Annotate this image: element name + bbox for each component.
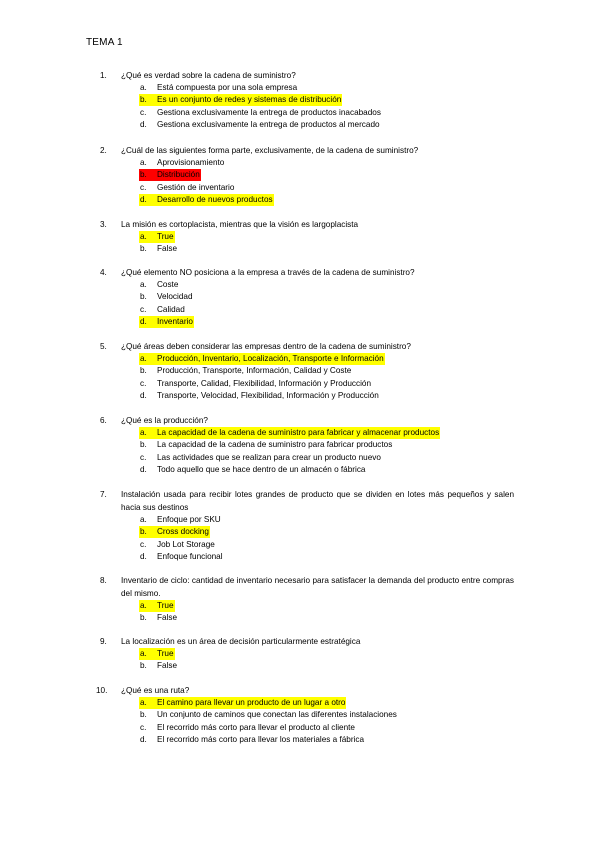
question-text: ¿Qué es verdad sobre la cadena de suministro? (121, 71, 296, 80)
question-stem (0, 70, 599, 82)
question-text: ¿Cuál de las siguientes forma parte, exclusivamente, de la cadena de suministro? (121, 146, 419, 155)
answer-option (0, 182, 599, 194)
option-letter: c. (140, 182, 147, 192)
question-stem (0, 415, 599, 427)
answer-option (0, 279, 599, 291)
option-text: Gestiona exclusivamente la entrega de productos inacabados (157, 107, 381, 117)
answer-option (0, 648, 599, 660)
option-list (0, 231, 599, 256)
option-letter: a. (140, 232, 147, 241)
option-list (0, 279, 599, 329)
question-text: ¿Qué elemento NO posiciona a la empresa a través de la cadena de suministro? (121, 268, 415, 277)
question-stem (0, 575, 599, 600)
option-letter: a. (140, 515, 147, 524)
option-text: Las actividades que se realizan para crear un producto nuevo (157, 452, 381, 462)
option-letter: a. (140, 428, 147, 437)
option-list (0, 697, 599, 747)
option-letter: d. (140, 195, 147, 205)
question-text: La misión es cortoplacista, mientras que la visión es largoplacista (121, 220, 359, 229)
answer-option (0, 539, 599, 551)
question-number: 4. (100, 268, 107, 277)
question-number: 2. (100, 146, 107, 155)
option-text: Distribución (157, 170, 200, 180)
page-title: TEMA 1 (86, 37, 123, 48)
answer-option (0, 365, 599, 377)
option-letter: b. (140, 244, 147, 254)
answer-option (0, 157, 599, 169)
option-letter: b. (140, 710, 147, 720)
option-text: True (157, 232, 174, 241)
option-text: Un conjunto de caminos que conectan las diferentes instalaciones (157, 710, 397, 720)
option-text: Inventario (157, 317, 193, 327)
answer-option (0, 427, 599, 439)
question-number: 7. (100, 490, 107, 499)
question-stem (0, 489, 599, 514)
option-text: Job Lot Storage (157, 539, 215, 549)
option-text: Calidad (157, 304, 185, 314)
option-letter: d. (140, 120, 147, 130)
answer-option (0, 107, 599, 119)
option-letter: d. (140, 465, 147, 475)
answer-option (0, 82, 599, 94)
option-letter: c. (140, 722, 147, 732)
answer-option (0, 94, 599, 106)
answer-option (0, 243, 599, 255)
question-text: ¿Qué es una ruta? (121, 686, 190, 695)
option-list (0, 157, 599, 207)
question-number: 9. (100, 637, 107, 646)
question-8 (0, 575, 599, 625)
question-9 (0, 636, 599, 673)
option-text: Velocidad (157, 292, 193, 302)
option-text: El recorrido más corto para llevar el producto al cliente (157, 722, 355, 732)
option-letter: c. (140, 378, 147, 388)
answer-option (0, 722, 599, 734)
question-number: 8. (100, 576, 107, 585)
option-letter: d. (140, 552, 147, 562)
option-letter: d. (140, 391, 147, 401)
answer-option (0, 660, 599, 672)
question-7 (0, 489, 599, 564)
option-text: Gestión de inventario (157, 182, 235, 192)
option-letter: a. (140, 698, 147, 707)
option-letter: c. (140, 304, 147, 314)
option-text: Todo aquello que se hace dentro de un almacén o fábrica (157, 465, 366, 475)
option-letter: b. (140, 170, 147, 180)
option-letter: a. (140, 354, 147, 363)
question-6 (0, 415, 599, 477)
question-stem (0, 685, 599, 697)
option-list (0, 600, 599, 625)
answer-option (0, 697, 599, 709)
answer-option (0, 169, 599, 181)
option-letter: c. (140, 539, 147, 549)
answer-option (0, 551, 599, 563)
question-text: Instalación usada para recibir lotes grandes de producto que se dividen en lotes más pequeños y salen hacia sus destinos (121, 490, 514, 512)
answer-option (0, 231, 599, 243)
answer-option (0, 119, 599, 131)
question-5 (0, 341, 599, 403)
option-letter: b. (140, 440, 147, 450)
question-stem (0, 341, 599, 353)
question-number: 3. (100, 220, 107, 229)
option-text: Enfoque funcional (157, 552, 223, 562)
question-number: 1. (100, 71, 107, 80)
option-text: True (157, 649, 174, 658)
option-text: Gestiona exclusivamente la entrega de productos al mercado (157, 120, 380, 130)
answer-option (0, 316, 599, 328)
option-letter: d. (140, 735, 147, 745)
answer-option (0, 464, 599, 476)
option-letter: b. (140, 661, 147, 671)
option-text: Transporte, Velocidad, Flexibilidad, Información y Producción (157, 391, 379, 401)
option-letter: b. (140, 527, 147, 537)
question-text: ¿Qué áreas deben considerar las empresas dentro de la cadena de suministro? (121, 342, 411, 351)
option-letter: b. (140, 366, 147, 376)
answer-option (0, 612, 599, 624)
option-text: Producción, Inventario, Localización, Transporte e Información (157, 354, 384, 363)
answer-option (0, 709, 599, 721)
option-text: False (157, 613, 178, 623)
answer-option (0, 304, 599, 316)
option-list (0, 353, 599, 403)
question-number: 10. (96, 686, 108, 695)
option-letter: b. (140, 95, 147, 105)
answer-option (0, 390, 599, 402)
question-2 (0, 145, 599, 207)
option-letter: c. (140, 107, 147, 117)
option-text: El recorrido más corto para llevar los materiales a fábrica (157, 735, 365, 745)
option-letter: a. (140, 280, 147, 289)
option-text: Está compuesta por una sola empresa (157, 83, 298, 92)
question-stem (0, 636, 599, 648)
option-letter: d. (140, 317, 147, 327)
option-text: Coste (157, 280, 179, 289)
option-text: Desarrollo de nuevos productos (157, 195, 273, 205)
option-text: Enfoque por SKU (157, 515, 221, 524)
option-list (0, 648, 599, 673)
option-letter: a. (140, 649, 147, 658)
option-list (0, 82, 599, 132)
question-1 (0, 70, 599, 132)
option-letter: a. (140, 83, 147, 92)
option-list (0, 514, 599, 564)
option-list (0, 427, 599, 477)
answer-option (0, 291, 599, 303)
option-letter: b. (140, 613, 147, 623)
option-text: La capacidad de la cadena de suministro para fabricar productos (157, 440, 393, 450)
answer-option (0, 600, 599, 612)
option-text: False (157, 244, 178, 254)
question-number: 5. (100, 342, 107, 351)
option-letter: a. (140, 601, 147, 610)
option-text: Es un conjunto de redes y sistemas de distribución (157, 95, 342, 105)
question-stem (0, 219, 599, 231)
answer-option (0, 353, 599, 365)
answer-option (0, 526, 599, 538)
question-text: La localización es un área de decisión particularmente estratégica (121, 637, 361, 646)
option-letter: b. (140, 292, 147, 302)
option-text: Cross docking (157, 527, 209, 537)
option-letter: c. (140, 452, 147, 462)
option-text: Aprovisionamiento (157, 158, 225, 167)
answer-option (0, 378, 599, 390)
question-stem (0, 145, 599, 157)
answer-option (0, 452, 599, 464)
question-10 (0, 685, 599, 747)
option-text: Producción, Transporte, Información, Calidad y Coste (157, 366, 352, 376)
option-text: La capacidad de la cadena de suministro para fabricar y almacenar productos (157, 428, 440, 437)
question-3 (0, 219, 599, 256)
answer-option (0, 194, 599, 206)
answer-option (0, 734, 599, 746)
option-text: Transporte, Calidad, Flexibilidad, Información y Producción (157, 378, 372, 388)
question-text: ¿Qué es la producción? (121, 416, 208, 425)
answer-option (0, 514, 599, 526)
question-4 (0, 267, 599, 329)
option-text: True (157, 601, 174, 610)
option-text: El camino para llevar un producto de un lugar a otro (157, 698, 346, 707)
answer-option (0, 439, 599, 451)
question-number: 6. (100, 416, 107, 425)
question-stem (0, 267, 599, 279)
question-text: Inventario de ciclo: cantidad de inventario necesario para satisfacer la demanda del producto entre compras del mismo. (121, 576, 514, 598)
option-text: False (157, 661, 178, 671)
option-letter: a. (140, 158, 147, 167)
